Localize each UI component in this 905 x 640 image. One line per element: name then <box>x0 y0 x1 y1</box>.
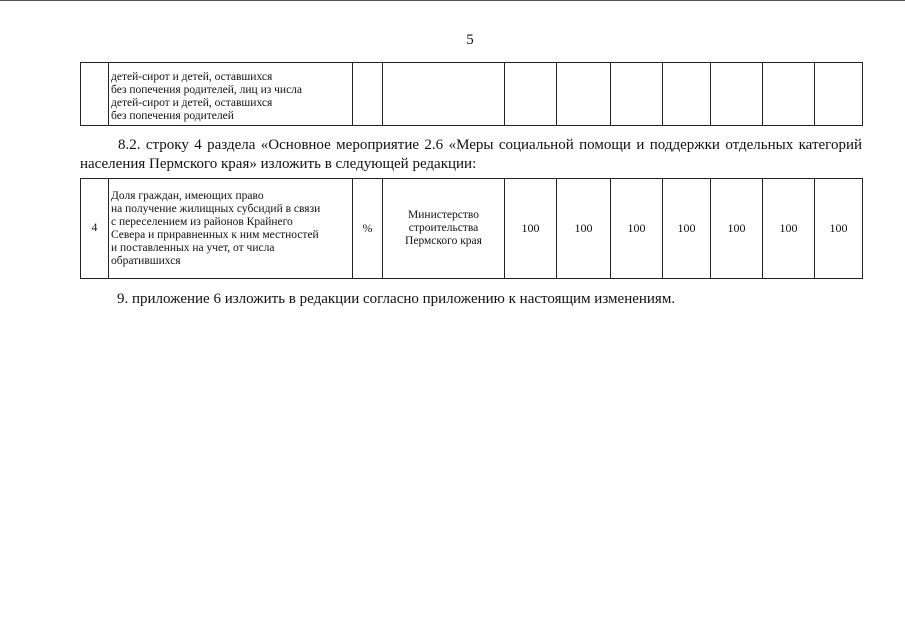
unit-cell <box>353 63 383 126</box>
responsible-line: строительства <box>408 222 479 234</box>
value-cell: 100 <box>505 179 557 279</box>
responsible-line: Пермского края <box>405 235 482 247</box>
value-cell <box>815 63 863 126</box>
value-cell: 100 <box>711 179 763 279</box>
scan-edge-line <box>0 0 905 1</box>
name-line: на получение жилищных субсидий в связи <box>111 202 321 215</box>
table-row <box>81 63 863 126</box>
value-cell <box>711 63 763 126</box>
value-cell <box>763 63 815 126</box>
value-cell <box>557 63 611 126</box>
responsible-line: Министерство <box>408 209 479 221</box>
row-number-cell: 4 <box>81 179 109 279</box>
name-line: Севера и приравненных к ним местностей <box>111 228 319 241</box>
name-line: с переселением из районов Крайнего <box>111 215 293 228</box>
name-line: Доля граждан, имеющих право <box>111 189 264 202</box>
paragraph-8-2: 8.2. строку 4 раздела «Основное мероприятие 2.6 «Меры социальной помощи и поддержки отдельных категорий населения Пермского края» изложить в следующей редакции: <box>80 137 862 172</box>
table-row <box>81 179 863 279</box>
value-cell: 100 <box>663 179 711 279</box>
name-line: обратившихся <box>111 254 181 267</box>
page-number: 5 <box>466 32 474 48</box>
indicator-name-cell <box>109 63 353 126</box>
name-line: и поставленных на учет, от числа <box>111 241 275 254</box>
row-number-cell <box>81 63 109 126</box>
name-line: детей-сирот и детей, оставшихся <box>111 96 273 109</box>
value-cell: 100 <box>557 179 611 279</box>
unit-cell: % <box>353 179 383 279</box>
previous-table-fragment <box>80 62 863 126</box>
responsible-cell <box>383 63 505 126</box>
value-cell: 100 <box>763 179 815 279</box>
value-cell <box>663 63 711 126</box>
name-line: без попечения родителей <box>111 109 234 122</box>
responsible-cell <box>383 179 505 279</box>
value-cell <box>505 63 557 126</box>
name-line: детей-сирот и детей, оставшихся <box>111 70 273 83</box>
name-line: без попечения родителей, лиц из числа <box>111 83 303 96</box>
value-cell <box>611 63 663 126</box>
indicator-name-cell <box>109 179 353 279</box>
value-cell: 100 <box>611 179 663 279</box>
value-cell: 100 <box>815 179 863 279</box>
new-row-table <box>80 178 863 279</box>
paragraph-9: 9. приложение 6 изложить в редакции согласно приложению к настоящим изменениям. <box>117 291 676 307</box>
